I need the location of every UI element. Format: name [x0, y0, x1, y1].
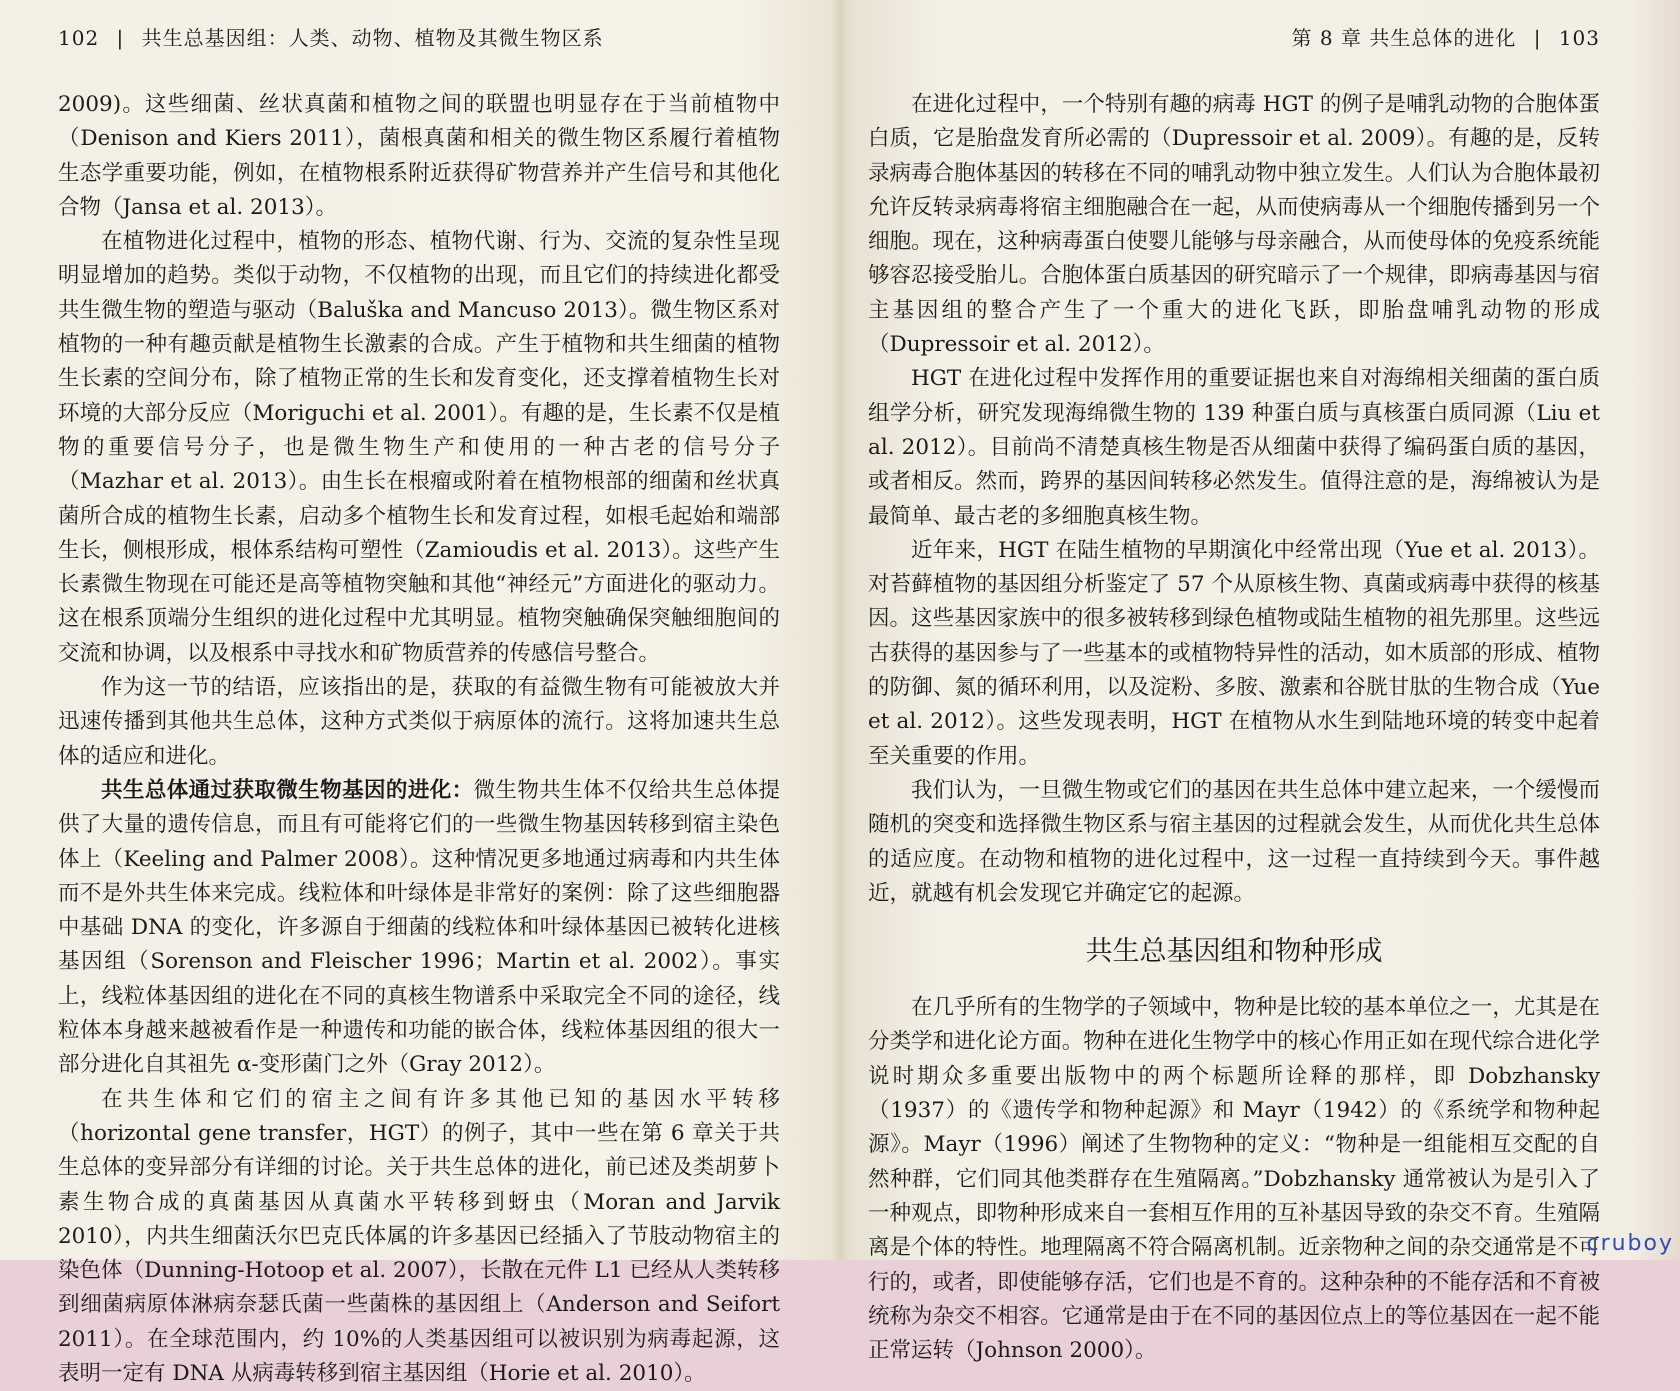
- paragraphs-before-heading: [868, 88, 1600, 911]
- paragraph: [58, 774, 780, 1083]
- chapter-title: 共生总体的进化: [1369, 26, 1517, 50]
- paragraph-text: 微生物共生体不仅给共生总体提供了大量的遗传信息，而且有可能将它们的一些微生物基因转移到宿主染色体上（Keeling and Palmer 2008）。这种情况更多地通过病毒和内共生体而不是外共生体来完成。线粒体和叶绿体是非常好的案例：除了这些细胞器中基础 DNA 的变化，许多源自于细菌的线粒体和叶绿体基因已被转化进核基因组（Sorenson and Fleischer 1996；Martin et al. 2002）。事实上，线粒体基因组的进化在不同的真核生物谱系中采取完全不同的途径，线粒体本身越来越被看作是一种遗传和功能的嵌合体，线粒体基因组的很大一部分进化自其祖先 α-变形菌门之外（Gray 2012）。: [58, 777, 780, 1078]
- right-running-header: [1292, 18, 1600, 58]
- paragraph: [58, 225, 780, 671]
- watermark-text: cruboy: [1586, 1231, 1674, 1256]
- paragraph-text: 作为这一节的结语，应该指出的是，获取的有益微生物有可能被放大并迅速传播到其他共生总体，这种方式类似于病原体的流行。这将加速共生总体的适应和进化。: [58, 675, 780, 769]
- right-page-body: [868, 88, 1600, 1368]
- paragraph-text: 2009)。这些细菌、丝状真菌和植物之间的联盟也明显存在于当前植物中（Denison and Kiers 2011），菌根真菌和相关的微生物区系履行着植物生态学重要功能，例如，在植物根系附近获得矿物营养并产生信号和其他化合物（Jansa et al. 2013）。: [58, 92, 780, 220]
- paragraph-text: 在植物进化过程中，植物的形态、植物代谢、行为、交流的复杂性呈现明显增加的趋势。类似于动物，不仅植物的出现，而且它们的持续进化都受共生微生物的塑造与驱动（Baluška and Mancuso 2013）。微生物区系对植物的一种有趣贡献是植物生长激素的合成。产生于植物和共生细菌的植物生长素的空间分布，除了植物正常的生长和发育变化，还支撑着植物生长对环境的大部分反应（Moriguchi et al. 2001）。有趣的是，生长素不仅是植物的重要信号分子，也是微生物生产和使用的一种古老的信号分子（Mazhar et al. 2013）。由生长在根瘤或附着在植物根部的细菌和丝状真菌所合成的植物生长素，启动多个植物生长和发育过程，如根毛起始和端部生长，侧根形成，根体系结构可塑性（Zamioudis et al. 2013）。这些产生长素微生物现在可能还是高等植物突触和其他“神经元”方面进化的驱动力。这在根系顶端分生组织的进化过程中尤其明显。植物突触确保突触细胞间的交流和协调，以及根系中寻找水和矿物质营养的传感信号整合。: [58, 229, 780, 666]
- paragraphs-after-heading: [868, 991, 1600, 1368]
- right-page: [830, 0, 1630, 1364]
- section-heading: 共生总基因组和物种形成: [1085, 936, 1383, 968]
- paragraph: [868, 88, 1600, 362]
- paragraph: [58, 88, 780, 225]
- paragraph-text: HGT 在进化过程中发挥作用的重要证据也来自对海绵相关细菌的蛋白质组学分析，研究发现海绵微生物的 139 种蛋白质与真核蛋白质同源（Liu et al. 2012）。目前尚不清楚真核生物是否从细菌中获得了编码蛋白质的基因，或者相反。然而，跨界的基因间转移必然发生。值得注意的是，海绵被认为是最简单、最古老的多细胞真核生物。: [868, 366, 1600, 529]
- book-title: 共生总基因组：人类、动物、植物及其微生物区系: [141, 26, 604, 50]
- left-page-body: [58, 88, 780, 1391]
- left-page: [20, 0, 800, 1386]
- paragraph-text: 在几乎所有的生物学的子领域中，物种是比较的基本单位之一，尤其是在分类学和进化论方面。物种在进化生物学中的核心作用正如在现代综合进化学说时期众多重要出版物中的两个标题所诠释的那样，即 Dobzhansky（1937）的《遗传学和物种起源》和 Mayr（1942）的《系统学和物种起源》。Mayr（1996）阐述了生物物种的定义：“物种是一组能相互交配的自然种群，它们同其他类群存在生殖隔离。”Dobzhansky 通常被认为是引入了一种观点，即物种形成来自一套相互作用的互补基因导致的杂交不育。生殖隔离是个体的特性。地理隔离不符合隔离机制。近亲物种之间的杂交通常是不可行的，或者，即使能够存活，它们也是不育的。这种杂种的不能存活和不育被统称为杂交不相容。它通常是由于在不同的基因位点上的等位基因在一起不能正常运转（Johnson 2000）。: [868, 995, 1600, 1364]
- paragraph: [58, 1083, 780, 1391]
- paragraph: [868, 362, 1600, 533]
- paragraph-text: 在进化过程中，一个特别有趣的病毒 HGT 的例子是哺乳动物的合胞体蛋白质，它是胎盘发育所必需的（Dupressoir et al. 2009）。有趣的是，反转录病毒合胞体基因的转移在不同的哺乳动物中独立发生。人们认为合胞体最初允许反转录病毒将宿主细胞融合在一起，从而使病毒从一个细胞传播到另一个细胞。现在，这种病毒蛋白使婴儿能够与母亲融合，从而使母体的免疫系统能够容忍接受胎儿。合胞体蛋白质基因的研究暗示了一个规律，即病毒基因与宿主基因组的整合产生了一个重大的进化飞跃，即胎盘哺乳动物的形成（Dupressoir et al. 2012）。: [868, 92, 1600, 358]
- chapter-label: 第 8 章: [1291, 26, 1362, 50]
- left-page-number: 102: [58, 26, 100, 50]
- left-running-header: [58, 18, 604, 58]
- paragraph: [868, 774, 1600, 911]
- paragraph: [868, 991, 1600, 1368]
- right-page-number: 103: [1558, 26, 1600, 50]
- header-separator: |: [116, 26, 125, 50]
- paragraph: [58, 671, 780, 774]
- header-separator: |: [1533, 26, 1542, 50]
- paragraph-text: 在共生体和它们的宿主之间有许多其他已知的基因水平转移（horizontal gene transfer，HGT）的例子，其中一些在第 6 章关于共生总体的变异部分有详细的讨论。关于共生总体的进化，前已述及类胡萝卜素生物合成的真菌基因从真菌水平转移到蚜虫（Moran and Jarvik 2010），内共生细菌沃尔巴克氏体属的许多基因已经插入了节肢动物宿主的染色体（Dunning-Hotoop et al. 2007），长散在元件 L1 已经从人类转移到细菌病原体淋病奈瑟氏菌一些菌株的基因组上（Anderson and Seifort 2011）。在全球范围内，约 10%的人类基因组可以被识别为病毒起源，这表明一定有 DNA 从病毒转移到宿主基因组（Horie et al. 2010）。: [58, 1086, 780, 1386]
- paragraph-text: 近年来，HGT 在陆生植物的早期演化中经常出现（Yue et al. 2013）。对苔藓植物的基因组分析鉴定了 57 个从原核生物、真菌或病毒中获得的核基因。这些基因家族中的很多被转移到绿色植物或陆生植物的祖先那里。这些远古获得的基因参与了一些基本的或植物特异性的活动，如木质部的形成、植物的防御、氮的循环利用，以及淀粉、多胺、激素和谷胱甘肽的生物合成（Yue et al. 2012）。这些发现表明，HGT 在植物从水生到陆地环境的转变中起着至关重要的作用。: [868, 537, 1600, 769]
- bold-lead-in: 共生总体通过获取微生物基因的进化：: [101, 777, 474, 803]
- paragraph: [868, 534, 1600, 774]
- paragraph-text: 我们认为，一旦微生物或它们的基因在共生总体中建立起来，一个缓慢而随机的突变和选择微生物区系与宿主基因的过程就会发生，从而优化共生总体的适应度。在动物和植物的进化过程中，这一过程一直持续到今天。事件越近，就越有机会发现它并确定它的起源。: [868, 777, 1600, 906]
